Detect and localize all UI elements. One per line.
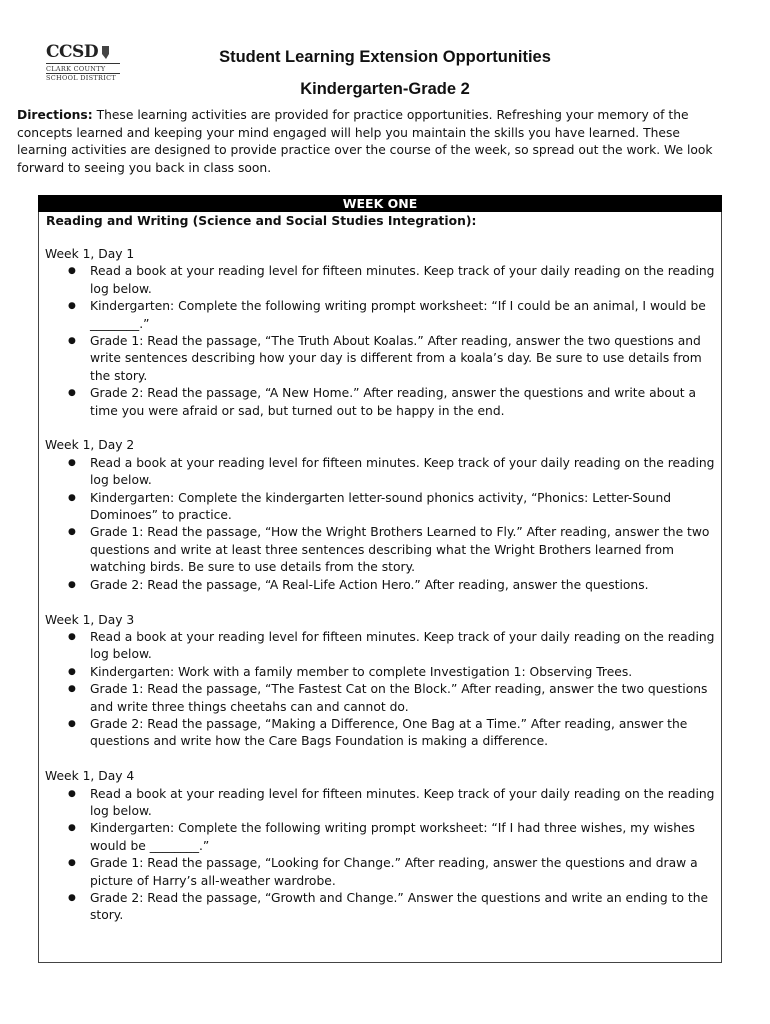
activity-text: Grade 1: Read the passage, “The Fastest Cat on the Block.” After reading, answer the two questions and write three things cheetahs can and cannot do.: [90, 682, 708, 714]
activity-text: Grade 2: Read the passage, “Growth and Change.” Answer the questions and write an ending to the story.: [90, 890, 709, 923]
day-activity-list: [45, 455, 717, 594]
activity-text: Grade 1: Read the passage, “Looking for Change.” After reading, answer the questions and draw a picture of Harry’s all-weather wardrobe.: [90, 856, 698, 888]
activity-item: [68, 629, 717, 664]
bullet-icon: ●: [68, 388, 76, 399]
activity-text: Kindergarten: Complete the following writing prompt worksheet: “If I could be an animal, I would be ________.”: [90, 299, 706, 331]
page-subtitle: Kindergarten-Grade 2: [300, 80, 470, 98]
directions-text: These learning activities are provided for practice opportunities. Refreshing your memory of the concepts learned and keeping your mind engaged will help you maintain the skills you have learned. These learning activities are designed to provide practice over the course of the week, so spread out the work. We look forward to seeing you back in class soon.: [17, 108, 713, 175]
bullet-icon: ●: [68, 301, 76, 312]
bullet-icon: ●: [68, 823, 76, 834]
activity-text: Read a book at your reading level for fifteen minutes. Keep track of your daily reading on the reading log below.: [90, 264, 715, 296]
day-label: Week 1, Day 1: [45, 247, 135, 261]
activity-item: [68, 577, 717, 594]
bullet-icon: ●: [68, 858, 76, 869]
activity-text: Read a book at your reading level for fifteen minutes. Keep track of your daily reading on the reading log below.: [90, 629, 715, 662]
activity-text: Grade 2: Read the passage, “A New Home.” After reading, answer the questions and write about a time you were afraid or sad, but turned out to be happy in the end.: [90, 386, 696, 418]
day-label: Week 1, Day 2: [45, 438, 135, 453]
activity-item: [68, 890, 717, 925]
day-block: [45, 246, 717, 420]
activity-text: Grade 1: Read the passage, “How the Wright Brothers Learned to Fly.” After reading, answer the two questions and write at least three sentences describing what the Wright Brothers learned from watching birds. Be sure to use details from the story.: [90, 525, 710, 575]
logo-line1: CLARK COUNTY: [46, 63, 120, 73]
logo-letters: CCSD: [46, 42, 99, 62]
activity-item: [68, 455, 717, 490]
bullet-icon: ●: [68, 266, 76, 277]
directions-label: Directions:: [17, 108, 93, 122]
activity-text: Grade 1: Read the passage, “The Truth About Koalas.” After reading, answer the two questions and write sentences describing how your day is different from a koala’s day. Be sure to use details from the story.: [90, 334, 702, 383]
activity-item: [68, 820, 717, 855]
directions-paragraph: [17, 107, 722, 177]
day-label: Week 1, Day 4: [45, 769, 135, 784]
activity-text: Kindergarten: Complete the kindergarten letter-sound phonics activity, “Phonics: Letter-Sound Dominoes” to practice.: [90, 490, 672, 523]
day-block: [45, 612, 717, 751]
bullet-icon: ●: [68, 579, 76, 590]
activity-text: Read a book at your reading level for fifteen minutes. Keep track of your daily reading on the reading log below.: [90, 455, 715, 488]
activity-item: [68, 298, 717, 333]
day-label: Week 1, Day 3: [45, 612, 135, 627]
activity-text: Kindergarten: Work with a family member to complete Investigation 1: Observing Trees.: [90, 664, 633, 679]
bullet-icon: ●: [68, 336, 76, 347]
day-activity-list: [45, 263, 717, 420]
activity-text: Grade 2: Read the passage, “Making a Difference, One Bag at a Time.” After reading, answer the questions and write how the Care Bags Foundation is making a difference.: [90, 716, 688, 749]
day-activity-list: [45, 629, 717, 751]
activity-item: [68, 524, 717, 576]
bullet-icon: ●: [68, 684, 76, 695]
activity-item: [68, 263, 717, 298]
activity-item: [68, 786, 717, 821]
activity-text: Grade 2: Read the passage, “A Real-Life Action Hero.” After reading, answer the questions.: [90, 577, 649, 592]
section-heading: Reading and Writing (Science and Social Studies Integration):: [46, 214, 477, 228]
logo-line2: SCHOOL DISTRICT: [46, 73, 120, 82]
week-days: [45, 246, 717, 942]
bullet-icon: ●: [68, 631, 76, 642]
activity-item: [68, 333, 717, 385]
activity-item: [68, 681, 717, 716]
bullet-icon: ●: [68, 718, 76, 729]
bullet-icon: ●: [68, 457, 76, 468]
activity-item: [68, 855, 717, 890]
activity-item: [68, 716, 717, 751]
bullet-icon: ●: [68, 788, 76, 799]
bullet-icon: ●: [68, 892, 76, 903]
bullet-icon: ●: [68, 527, 76, 538]
activity-item: [68, 385, 717, 420]
week-title-bar: WEEK ONE: [38, 195, 722, 212]
activity-text: Read a book at your reading level for fifteen minutes. Keep track of your daily reading on the reading log below.: [90, 786, 715, 818]
activity-text: Kindergarten: Complete the following writing prompt worksheet: “If I had three wishes, my wishes would be ________.”: [90, 821, 695, 853]
day-activity-list: [45, 786, 717, 925]
day-block: [45, 768, 717, 925]
page-title: Student Learning Extension Opportunities: [219, 48, 551, 66]
day-block: [45, 437, 717, 594]
bullet-icon: ●: [68, 492, 76, 503]
activity-item: [68, 664, 717, 681]
bullet-icon: ●: [68, 666, 76, 677]
activity-item: [68, 490, 717, 525]
